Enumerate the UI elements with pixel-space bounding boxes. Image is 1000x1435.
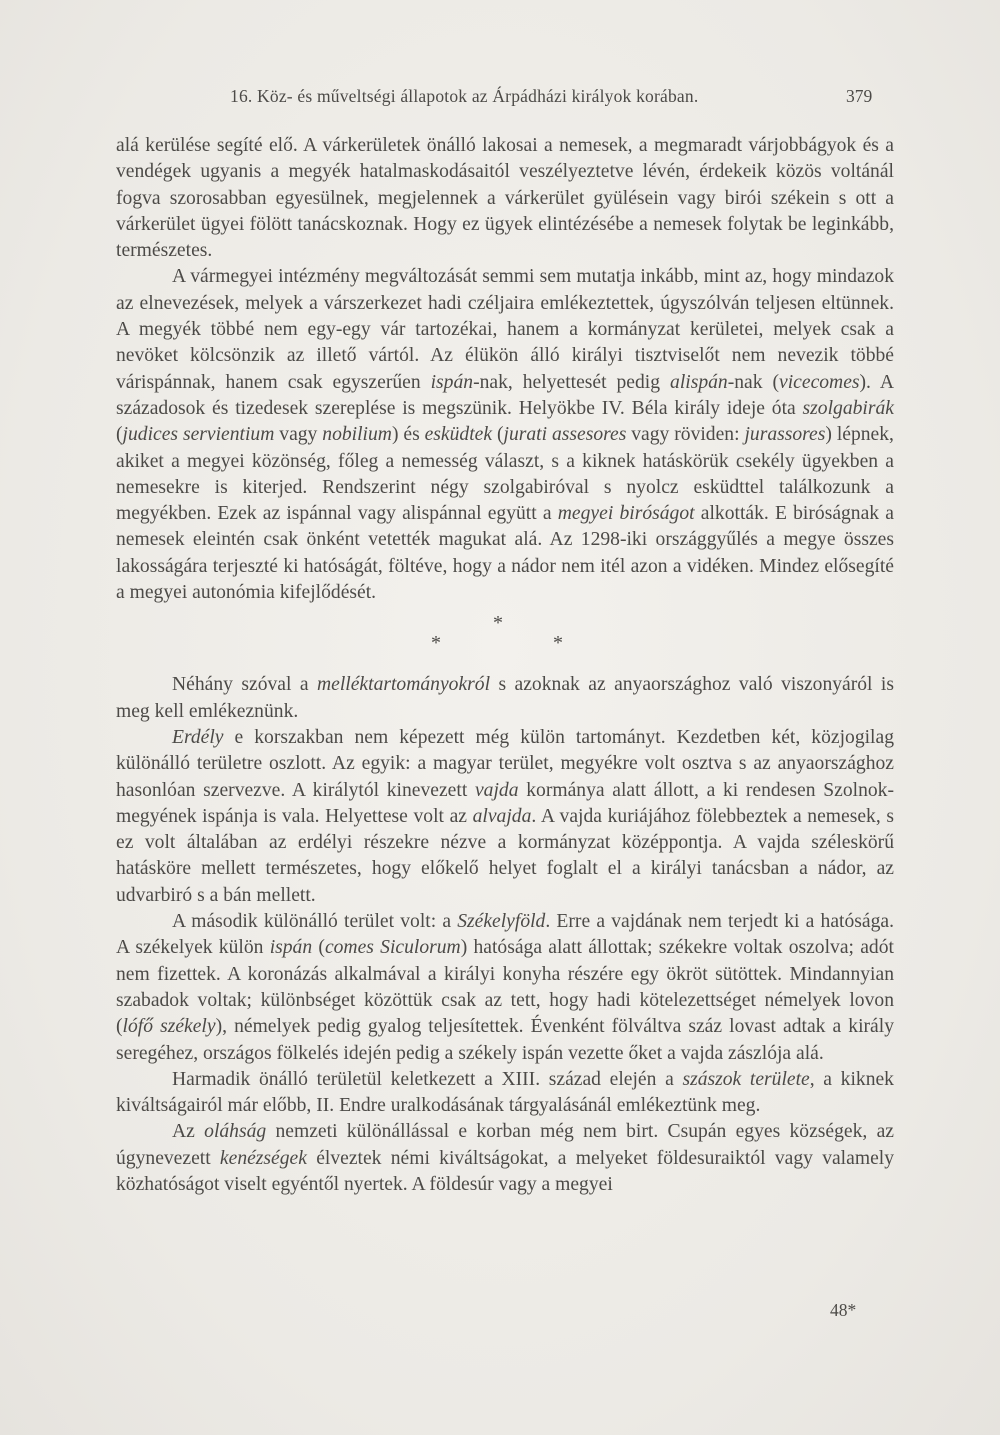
paragraph-text: . Erre a vajdának nem terjedt ki a hatósága. A székelyek külön [116,911,894,959]
paragraph-text: ). A századosok és tizedesek szereplése is megszünik. Helyökbe IV. Béla király ideje óta [116,371,894,419]
italic-term: alvajda [472,805,532,827]
paragraph-text: Az [172,1121,205,1143]
italic-term: esküdtek [424,424,493,446]
paragraph-text: -nak ( [727,371,780,393]
italic-term: lófő székely [122,1016,216,1038]
paragraph-text: alá kerülése segíté elő. A várkerületek önálló lakosai a nemesek, a megmaradt várjobbágyok és a vendégek ugyanis a megyék hatalmaskodásaitól veszélyeztetve lévén, érdekeik közös voltánál fogva szorosabban egyesülnek, megjelennek a várkerület gyülésein vagy birói székein s ott a várkerület ügyei fölött tanácskoznak. Hogy ez ügyek elintézésébe a nemesek folytak be leginkább, természetes. [116,135,894,262]
italic-term: melléktartományokról [317,674,491,696]
italic-term: vicecomes [779,371,860,393]
paragraph-text: alkották. E biróságnak a nemesek eleintén csak önként vetették magukat alá. Az 1298-iki országgyűlés a megye összes lakosságára terjeszté ki hatóságát, föltéve, hogy a nádor nem itél azon a vidéken. Mindez elősegíté a megyei autonómia kifejlődését. [116,503,894,604]
paragraph-2 [116,264,894,606]
italic-term: szolgabirák [802,397,894,419]
italic-term: alispán [670,371,728,393]
paragraph-text: kormánya alatt állott, a ki rendesen Szolnok-megyének ispánja is vala. Helyettese volt az [116,779,894,827]
paragraph-text: vagy [274,424,323,446]
italic-term: ispán [269,937,313,959]
paragraph-text: , a kiknek kiváltságairól már előbb, II. Endre uralkodásának tárgyalásánál emlékeztünk meg. [116,1068,894,1117]
italic-term: ispán [430,371,474,393]
paragraph-text: ) és [391,424,425,446]
italic-term: oláhság [204,1121,267,1143]
paragraph-text: -nak, helyettesét pedig [473,371,671,393]
paragraph-5 [116,909,894,1067]
paragraph-text: Harmadik önálló területül keletkezett a XIII. század elején a [172,1068,683,1090]
printer-signature: 48* [830,1300,857,1320]
paragraph-text: Néhány szóval a [172,674,317,696]
running-head: 16. Köz- és műveltségi állapotok az Árpádházi királyok korában. [230,86,699,106]
italic-term: Székelyföld [457,911,546,933]
italic-term: vajda [474,779,519,801]
asterisk: * [431,632,441,655]
paragraph-7 [116,1119,894,1198]
paragraph-text: ), némelyek pedig gyalog teljesítettek. Évenként fölváltva száz lovast adtak a király seregéhez, országos fölkelés idején pedig a székely ispán vezette őket a vajda zászlója alá. [116,1016,894,1064]
paragraph-6 [116,1067,894,1120]
italic-term: megyei biróságot [557,503,695,525]
body-text [116,133,894,1198]
italic-term: szászok területe [682,1068,810,1090]
paragraph-text: ( [312,937,325,959]
italic-term: comes Siculorum [324,937,461,959]
italic-term: judices servientium [122,424,275,446]
paragraph-text: A vármegyei intézmény megváltozását semmi sem mutatja inkább, mint az, hogy mindazok az elnevezések, melyek a várszerkezet hadi czéljaira emlékeztettek, úgyszólván teljesen eltünnek. A megyék többé nem egy-egy vár tartozékai, hanem a kormányzat kerületei, melyek csak a nevöket kölcsönzik az illető vártól. Az élükön álló királyi tisztviselőt nem nevezik többé várispánnak, hanem csak egyszerűen [116,266,894,393]
section-break [116,606,894,658]
paragraph-text: s azoknak az anyaországhoz való viszonyáról is meg kell emlékeznünk. [116,674,895,722]
paragraph-text: vagy röviden: [626,424,745,446]
paragraph-text: élveztek némi kiváltságokat, a melyeket földesuraiktól vagy valamely közhatóságot viselt egyéntől nyertek. A földesúr vagy a megyei [116,1147,895,1195]
paragraph-text: ( [116,424,123,446]
paragraph-text: e korszakban nem képezett még külön tartományt. Kezdetben két, közjogilag különálló területre oszlott. Az egyik: a magyar terület, megyékre volt osztva s az anyaországhoz hasonlóan szervezve. A királytól kinevezett [116,726,894,801]
italic-term: nobilium [322,424,392,446]
italic-term: kenézségek [219,1147,307,1169]
page-number: 379 [846,86,873,106]
paragraph-text: ) lépnek, akiket a megyei közönség, főleg a nemesség választ, s a kiknek hatáskörük csekély ügyekben a nemesekre is kiterjed. Rendszerint négy szolgabiróval s nyolcz esküdttel találkozunk a megyékben. Ezek az ispánnal vagy alispánnal együtt a [116,424,894,525]
paragraph-text: ) hatósága alatt állottak; székekre voltak oszolva; adót nem fizettek. A koronázás alkalmával a királyi konyha részére egy ökröt sütöttek. Mindannyian szabadok voltak; különbséget közöttük csak az tett, hogy hadi kötelezettséget némelyek lovon ( [116,937,894,1038]
italic-term: Erdély [172,726,224,748]
paragraph-text: ( [492,424,504,446]
paragraph-text: nemzeti különállással e korban még nem birt. Csupán egyes községek, az úgynevezett [116,1121,894,1169]
italic-term: jurassores [744,424,826,446]
asterisk: * [493,612,503,635]
italic-term: jurati assesores [503,424,627,446]
asterisk: * [553,632,563,655]
paragraph-text: . A vajda kuriájához fölebbeztek a nemesek, s ez volt általában az erdélyi részekre nézve a kormányzat középpontja. A vajda széleskörű hatásköre mellett természetes, hogy előkelő helyet foglalt el a királyi tanácsban a nádor, az udvarbiró s a bán mellett. [116,805,894,906]
paragraph-3 [116,672,894,725]
paragraph-text: A második különálló terület volt: a [172,911,458,933]
paragraph-4 [116,725,894,909]
paragraph-1 [116,133,894,264]
